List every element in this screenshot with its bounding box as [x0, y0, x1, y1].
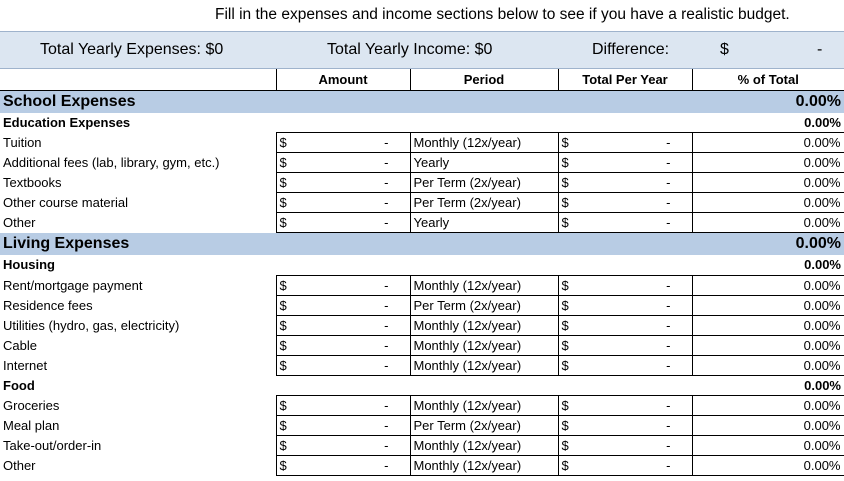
total-currency: $	[561, 175, 569, 190]
period-select[interactable]: Per Term (2x/year)	[410, 193, 558, 213]
period-select[interactable]: Yearly	[410, 153, 558, 173]
amount-column-header: Amount	[276, 69, 410, 90]
section-title: Living Expenses	[0, 233, 692, 256]
amount-currency: $	[279, 297, 287, 313]
total-dash: -	[666, 357, 671, 373]
total-per-year-cell	[558, 153, 692, 173]
amount-value	[280, 456, 407, 475]
expense-label: Take-out/order-in	[3, 437, 102, 453]
amount-currency: $	[279, 135, 287, 150]
total-value	[562, 396, 689, 415]
amount-dash: -	[384, 457, 389, 473]
group-title: Education Expenses	[3, 114, 131, 130]
expense-label: Residence fees	[3, 297, 93, 313]
total-per-year-cell	[558, 275, 692, 295]
expense-label: Utilities (hydro, gas, electricity)	[3, 317, 180, 333]
total-value	[562, 456, 689, 475]
amount-dash: -	[384, 417, 389, 433]
period-select[interactable]: Yearly	[410, 213, 558, 233]
expense-row	[0, 193, 844, 213]
group-percent: 0.00%	[804, 114, 841, 130]
total-dash: -	[666, 297, 671, 313]
total-value	[562, 133, 689, 152]
column-header-row	[0, 69, 844, 90]
period-select[interactable]: Monthly (12x/year)	[410, 355, 558, 375]
period-select[interactable]: Per Term (2x/year)	[410, 295, 558, 315]
percent-cell: 0.00%	[692, 315, 844, 335]
amount-currency: $	[279, 277, 287, 293]
amount-currency: $	[279, 437, 287, 453]
expense-row	[0, 275, 844, 295]
total-value	[562, 193, 689, 212]
expense-label: Additional fees (lab, library, gym, etc.)	[3, 155, 220, 170]
section-title: School Expenses	[0, 90, 692, 113]
expense-row	[0, 455, 844, 475]
percent-cell: 0.00%	[692, 455, 844, 475]
total-dash: -	[666, 337, 671, 353]
total-value	[562, 316, 689, 335]
total-value	[562, 153, 689, 172]
amount-dash: -	[384, 135, 389, 150]
difference-currency: $	[720, 41, 729, 58]
total-dash: -	[666, 457, 671, 473]
total-dash: -	[666, 195, 671, 210]
total-currency: $	[561, 397, 569, 413]
total-per-year-cell	[558, 173, 692, 193]
section-header-row	[0, 90, 844, 113]
period-select[interactable]: Monthly (12x/year)	[410, 455, 558, 475]
total-dash: -	[666, 437, 671, 453]
amount-value	[280, 396, 407, 415]
percent-cell: 0.00%	[692, 133, 844, 153]
total-currency: $	[561, 437, 569, 453]
amount-cell[interactable]	[276, 415, 410, 435]
group-header-row	[0, 255, 844, 275]
amount-value	[280, 416, 407, 435]
difference-label: Difference:	[592, 41, 670, 58]
total-currency: $	[561, 417, 569, 433]
amount-currency: $	[279, 215, 287, 230]
amount-currency: $	[279, 417, 287, 433]
total-dash: -	[666, 135, 671, 150]
amount-dash: -	[384, 277, 389, 293]
period-column-header: Period	[410, 69, 558, 90]
total-per-year-cell	[558, 193, 692, 213]
total-value	[562, 356, 689, 375]
expense-row	[0, 213, 844, 233]
section-percent: 0.00%	[692, 233, 844, 256]
expense-row	[0, 173, 844, 193]
group-title: Housing	[3, 257, 55, 273]
amount-value	[280, 153, 407, 172]
amount-value	[280, 336, 407, 355]
expense-label: Internet	[3, 357, 48, 373]
expense-row	[0, 133, 844, 153]
percent-cell: 0.00%	[692, 275, 844, 295]
total-value	[562, 416, 689, 435]
group-header-row	[0, 113, 844, 133]
amount-dash: -	[384, 215, 389, 230]
amount-value	[280, 193, 407, 212]
amount-value	[280, 436, 407, 455]
total-dash: -	[666, 215, 671, 230]
amount-value	[280, 133, 407, 152]
expense-row	[0, 395, 844, 415]
total-dash: -	[666, 155, 671, 170]
amount-cell[interactable]	[276, 193, 410, 213]
total-per-year-column-header: Total Per Year	[558, 69, 692, 90]
amount-currency: $	[279, 317, 287, 333]
total-currency: $	[561, 277, 569, 293]
amount-currency: $	[279, 457, 287, 473]
total-currency: $	[561, 155, 569, 170]
amount-cell[interactable]	[276, 315, 410, 335]
total-per-year-cell	[558, 355, 692, 375]
amount-currency: $	[279, 195, 287, 210]
total-income-label: Total Yearly Income: $0	[327, 41, 493, 58]
amount-currency: $	[279, 175, 287, 190]
expense-label: Groceries	[3, 397, 60, 413]
total-currency: $	[561, 297, 569, 313]
expense-label: Other	[3, 457, 36, 473]
total-expenses-label: Total Yearly Expenses: $0	[40, 41, 224, 58]
label-column-header	[0, 69, 276, 90]
total-per-year-cell	[558, 295, 692, 315]
expense-label: Cable	[3, 337, 37, 353]
total-dash: -	[666, 417, 671, 433]
total-per-year-cell	[558, 213, 692, 233]
amount-dash: -	[384, 317, 389, 333]
amount-currency: $	[279, 155, 287, 170]
period-select[interactable]: Per Term (2x/year)	[410, 173, 558, 193]
total-currency: $	[561, 337, 569, 353]
total-per-year-cell	[558, 415, 692, 435]
period-select[interactable]: Per Term (2x/year)	[410, 415, 558, 435]
difference-value: -	[817, 41, 823, 58]
total-value	[562, 276, 689, 295]
total-currency: $	[561, 357, 569, 373]
amount-dash: -	[384, 337, 389, 353]
total-currency: $	[561, 215, 569, 230]
period-select[interactable]: Monthly (12x/year)	[410, 335, 558, 355]
total-value	[562, 213, 689, 232]
amount-currency: $	[279, 397, 287, 413]
percent-cell: 0.00%	[692, 435, 844, 455]
amount-cell[interactable]	[276, 455, 410, 475]
percent-cell: 0.00%	[692, 173, 844, 193]
percent-cell: 0.00%	[692, 193, 844, 213]
amount-cell[interactable]	[276, 355, 410, 375]
amount-dash: -	[384, 357, 389, 373]
percent-cell: 0.00%	[692, 213, 844, 233]
percent-cell: 0.00%	[692, 415, 844, 435]
amount-dash: -	[384, 195, 389, 210]
total-value	[562, 173, 689, 192]
period-select[interactable]: Monthly (12x/year)	[410, 315, 558, 335]
group-header-row	[0, 375, 844, 395]
period-select[interactable]: Monthly (12x/year)	[410, 275, 558, 295]
total-currency: $	[561, 195, 569, 210]
amount-cell[interactable]	[276, 153, 410, 173]
percent-cell: 0.00%	[692, 395, 844, 415]
amount-cell[interactable]	[276, 395, 410, 415]
expense-row	[0, 435, 844, 455]
total-currency: $	[561, 317, 569, 333]
amount-cell[interactable]	[276, 435, 410, 455]
expense-row	[0, 415, 844, 435]
amount-cell[interactable]	[276, 213, 410, 233]
total-currency: $	[561, 135, 569, 150]
percent-cell: 0.00%	[692, 295, 844, 315]
amount-value	[280, 316, 407, 335]
summary-bar	[0, 31, 844, 69]
amount-cell[interactable]	[276, 133, 410, 153]
period-select[interactable]: Monthly (12x/year)	[410, 395, 558, 415]
group-percent: 0.00%	[804, 257, 841, 273]
budget-table	[0, 69, 844, 476]
expense-label: Other	[3, 215, 36, 230]
total-value	[562, 296, 689, 315]
total-dash: -	[666, 277, 671, 293]
group-percent: 0.00%	[804, 377, 841, 393]
expense-row	[0, 315, 844, 335]
amount-cell[interactable]	[276, 335, 410, 355]
total-per-year-cell	[558, 395, 692, 415]
group-title: Food	[3, 377, 35, 393]
amount-cell[interactable]	[276, 275, 410, 295]
total-dash: -	[666, 317, 671, 333]
total-per-year-cell	[558, 133, 692, 153]
expense-row	[0, 335, 844, 355]
amount-dash: -	[384, 437, 389, 453]
amount-dash: -	[384, 175, 389, 190]
section-percent: 0.00%	[692, 90, 844, 113]
expense-row	[0, 295, 844, 315]
amount-dash: -	[384, 155, 389, 170]
amount-dash: -	[384, 297, 389, 313]
section-header-row	[0, 233, 844, 256]
expense-row	[0, 355, 844, 375]
total-per-year-cell	[558, 315, 692, 335]
amount-currency: $	[279, 337, 287, 353]
amount-value	[280, 173, 407, 192]
expense-row	[0, 153, 844, 173]
total-currency: $	[561, 457, 569, 473]
percent-cell: 0.00%	[692, 355, 844, 375]
total-value	[562, 436, 689, 455]
amount-cell[interactable]	[276, 295, 410, 315]
amount-dash: -	[384, 397, 389, 413]
expense-label: Textbooks	[3, 175, 62, 190]
total-per-year-cell	[558, 455, 692, 475]
amount-value	[280, 213, 407, 232]
total-dash: -	[666, 175, 671, 190]
period-select[interactable]: Monthly (12x/year)	[410, 435, 558, 455]
expense-label: Tuition	[3, 135, 42, 150]
percent-cell: 0.00%	[692, 153, 844, 173]
expense-label: Rent/mortgage payment	[3, 277, 143, 293]
total-per-year-cell	[558, 435, 692, 455]
total-value	[562, 336, 689, 355]
amount-currency: $	[279, 357, 287, 373]
expense-label: Meal plan	[3, 417, 60, 433]
amount-cell[interactable]	[276, 173, 410, 193]
percent-column-header: % of Total	[692, 69, 844, 90]
instructions-text: Fill in the expenses and income sections below to see if you have a realistic budget.	[215, 6, 790, 23]
period-select[interactable]: Monthly (12x/year)	[410, 133, 558, 153]
amount-value	[280, 296, 407, 315]
expense-label: Other course material	[3, 195, 128, 210]
amount-value	[280, 276, 407, 295]
total-dash: -	[666, 397, 671, 413]
total-per-year-cell	[558, 335, 692, 355]
amount-value	[280, 356, 407, 375]
percent-cell: 0.00%	[692, 335, 844, 355]
